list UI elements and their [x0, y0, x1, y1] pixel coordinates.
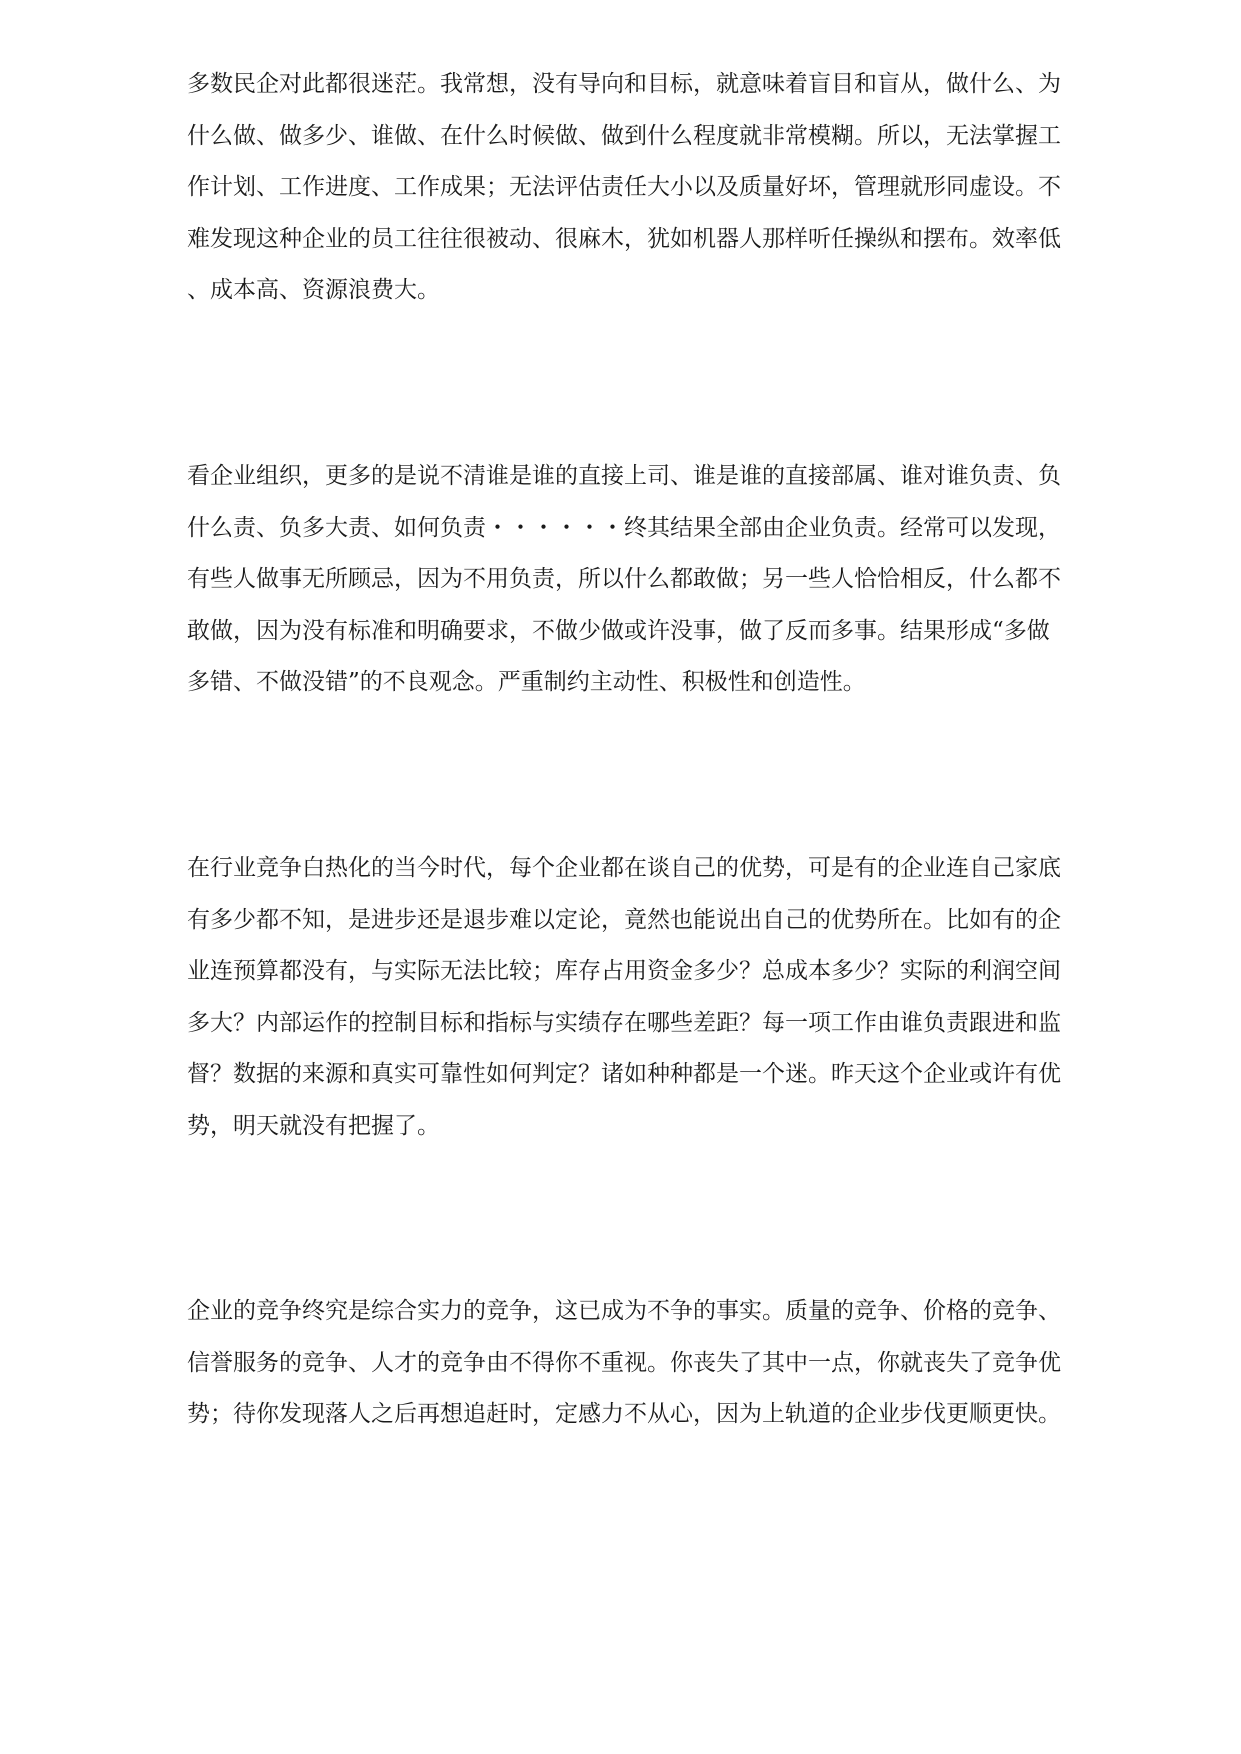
paragraph-line: 势，明天就没有把握了。: [187, 1112, 440, 1139]
paragraph-line: 在行业竞争白热化的当今时代，每个企业都在谈自己的优势，可是有的企业连自己家底: [187, 855, 1061, 881]
paragraph-2: [187, 451, 1132, 709]
paragraph-line: 敢做，因为没有标准和明确要求，不做少做或许没事，做了反而多事。结果形成“多做: [187, 617, 1050, 644]
paragraph-line: 什么做、做多少、谁做、在什么时候做、做到什么程度就非常模糊。所以，无法掌握工: [187, 122, 1061, 149]
paragraph-line: 有多少都不知，是进步还是退步难以定论，竟然也能说出自己的优势所在。比如有的企: [187, 906, 1061, 933]
paragraph-line: 难发现这种企业的员工往往很被动、很麻木，犹如机器人那样听任操纵和摆布。效率低: [187, 225, 1061, 252]
paragraph-line: 多数民企对此都很迷茫。我常想，没有导向和目标，就意味着盲目和盲从，做什么、为: [187, 71, 1061, 97]
paragraph-line: 作计划、工作进度、工作成果；无法评估责任大小以及质量好坏，管理就形同虚设。不: [187, 174, 1061, 200]
paragraph-4: [187, 1286, 1132, 1441]
paragraph-line: 势；待你发现落人之后再想追赶时，定感力不从心，因为上轨道的企业步伐更顺更快。: [187, 1401, 1061, 1427]
paragraph-3: [187, 843, 1132, 1152]
paragraph-line: 督？数据的来源和真实可靠性如何判定？诸如种种都是一个迷。昨天这个企业或许有优: [187, 1061, 1061, 1087]
paragraph-line: 多错、不做没错”的不良观念。严重制约主动性、积极性和创造性。: [187, 669, 866, 695]
paragraph-line: 什么责、负多大责、如何负责・・・・・・终其结果全部由企业负责。经常可以发现，: [187, 514, 1061, 541]
paragraph-line: 信誉服务的竞争、人才的竞争由不得你不重视。你丧失了其中一点，你就丧失了竞争优: [187, 1349, 1061, 1376]
paragraph-line: 、成本高、资源浪费大。: [187, 277, 440, 303]
paragraph-1: [187, 59, 1132, 317]
paragraph-line: 有些人做事无所顾忌，因为不用负责，所以什么都敢做；另一些人恰恰相反，什么都不: [187, 566, 1061, 592]
paragraph-line: 业连预算都没有，与实际无法比较；库存占用资金多少？总成本多少？实际的利润空间: [187, 958, 1061, 984]
paragraph-line: 多大？内部运作的控制目标和指标与实绩存在哪些差距？每一项工作由谁负责跟进和监: [187, 1009, 1061, 1036]
paragraph-line: 看企业组织，更多的是说不清谁是谁的直接上司、谁是谁的直接部属、谁对谁负责、负: [187, 463, 1061, 489]
paragraph-line: 企业的竞争终究是综合实力的竞争，这已成为不争的事实。质量的竞争、价格的竞争、: [187, 1298, 1061, 1324]
